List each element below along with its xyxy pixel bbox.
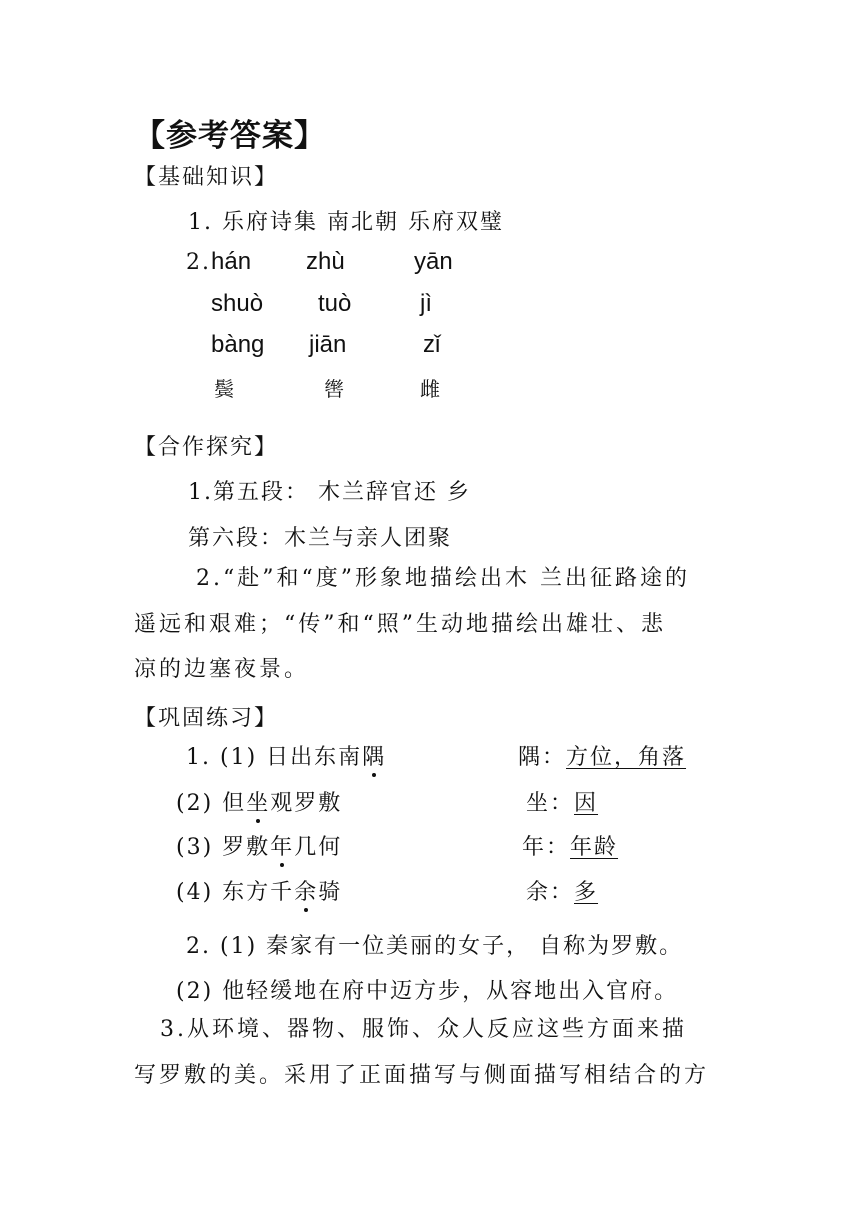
pinyin: shuò: [211, 290, 264, 317]
vocab-pre: 东方千: [222, 880, 295, 905]
vocab-num: (4): [176, 880, 214, 905]
vocab-answer-1: [518, 740, 686, 771]
pinyin: yān: [414, 248, 453, 275]
vocab-answer: 年龄: [570, 835, 619, 860]
vocab-word: 年：: [522, 835, 571, 860]
vocab-sentence: [222, 880, 342, 905]
section-heading-gonggu: 【巩固练习】: [134, 706, 279, 731]
vocab-answer: 多: [574, 880, 599, 905]
vocab-item-1: [186, 740, 386, 771]
gonggu-q3-line1: 3.从环境、器物、服饰、众人反应这些方面来描: [160, 1017, 687, 1042]
vocab-word: 坐：: [526, 791, 575, 816]
gonggu-q2-a: 2. (1) 秦家有一位美丽的女子， 自称为罗敷。: [186, 934, 684, 959]
vocab-post: 骑: [318, 880, 343, 905]
emphasis-char: 隅: [362, 745, 387, 770]
emphasis-char: 余: [294, 880, 319, 905]
hezuo-q1-a: 1.第五段： 木兰辞官还 乡: [188, 480, 471, 505]
hezuo-q2-line2: 遥远和艰难；“传”和“照”生动地描绘出雄壮、悲: [134, 612, 666, 637]
hanzi: 辔: [324, 377, 344, 401]
vocab-answer: 方位，角落: [566, 745, 687, 770]
vocab-answer: 因: [574, 791, 599, 816]
jichu-q1: 1. 乐府诗集 南北朝 乐府双璧: [188, 210, 504, 235]
vocab-pre: 日出东南: [266, 745, 363, 770]
gonggu-q3-line2: 写罗敷的美。采用了正面描写与侧面描写相结合的方: [134, 1063, 710, 1088]
vocab-sentence: [222, 791, 342, 816]
vocab-num: (3): [176, 835, 214, 860]
vocab-answer-3: [522, 830, 618, 861]
vocab-item-3: [176, 830, 342, 861]
hezuo-q1-b: 第六段：木兰与亲人团聚: [188, 526, 453, 551]
vocab-word: 隅：: [518, 745, 567, 770]
pinyin: hán: [211, 248, 252, 275]
vocab-num: 1. (1): [186, 745, 258, 770]
hanzi: 鬓: [214, 377, 234, 401]
vocab-answer-2: [526, 786, 598, 817]
vocab-post: 几何: [294, 835, 343, 860]
vocab-word: 余：: [526, 880, 575, 905]
hanzi: 雌: [420, 377, 440, 401]
pinyin: bàng: [211, 331, 265, 358]
hezuo-q2-line3: 凉的边塞夜景。: [134, 657, 310, 682]
jichu-q2-label: 2.: [186, 250, 211, 275]
emphasis-char: 坐: [246, 791, 271, 816]
gonggu-q2-b: (2) 他轻缓地在府中迈方步，从容地出入官府。: [176, 979, 679, 1004]
page-title: 【参考答案】: [134, 118, 326, 154]
vocab-item-2: [176, 786, 342, 817]
vocab-sentence: [266, 745, 386, 770]
pinyin: jiān: [309, 331, 347, 358]
vocab-post: 观罗敷: [270, 791, 343, 816]
pinyin: zǐ: [423, 331, 441, 358]
vocab-pre: 但: [222, 791, 247, 816]
pinyin: zhù: [306, 248, 345, 275]
emphasis-char: 年: [270, 835, 295, 860]
pinyin: jì: [420, 290, 432, 317]
vocab-answer-4: [526, 875, 598, 906]
vocab-item-4: [176, 875, 342, 906]
pinyin: tuò: [318, 290, 352, 317]
vocab-sentence: [222, 835, 342, 860]
vocab-num: (2): [176, 791, 214, 816]
hezuo-q2-line1: 2.“赴”和“度”形象地描绘出木 兰出征路途的: [196, 566, 690, 591]
section-heading-hezuo: 【合作探究】: [134, 435, 279, 460]
vocab-pre: 罗敷: [222, 835, 271, 860]
section-heading-jichu: 【基础知识】: [134, 165, 279, 190]
